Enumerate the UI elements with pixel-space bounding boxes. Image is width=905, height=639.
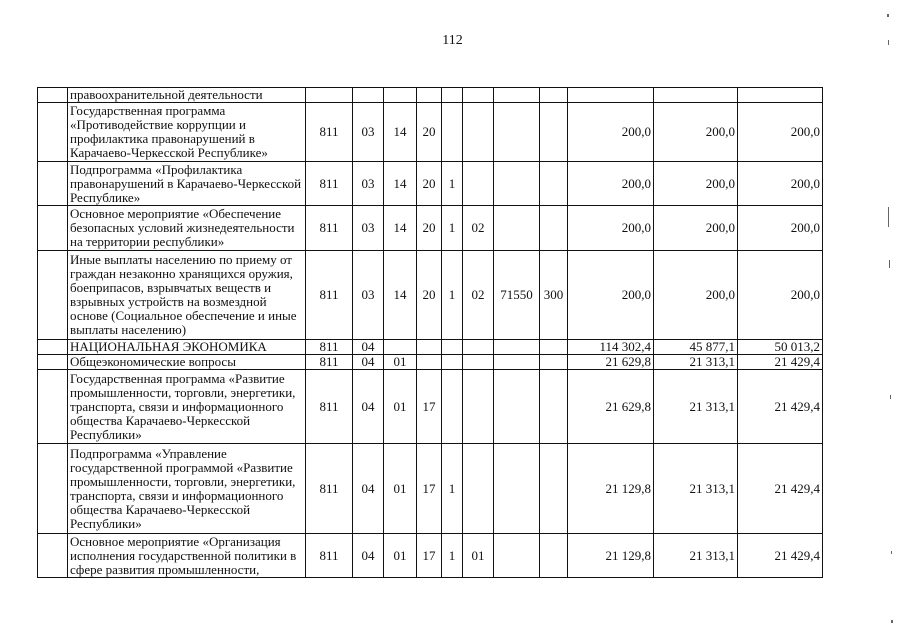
scan-mark	[891, 620, 893, 623]
expense-type-code	[540, 355, 568, 370]
amount-year-1: 200,0	[568, 103, 654, 162]
section-code	[353, 88, 384, 103]
expense-type-code	[540, 340, 568, 355]
event-code	[463, 444, 494, 534]
amount-year-1: 114 302,4	[568, 340, 654, 355]
event-code	[463, 370, 494, 444]
subsection-code: 01	[384, 355, 417, 370]
program-code: 20	[417, 162, 442, 206]
subprogram-code	[442, 370, 463, 444]
amount-year-1: 21 629,8	[568, 370, 654, 444]
amount-year-3: 21 429,4	[738, 370, 823, 444]
admin-code: 811	[306, 355, 353, 370]
amount-year-1: 21 629,8	[568, 355, 654, 370]
program-code	[417, 355, 442, 370]
subprogram-code: 1	[442, 162, 463, 206]
amount-year-3: 200,0	[738, 206, 823, 251]
amount-year-1: 200,0	[568, 251, 654, 340]
amount-year-3	[738, 88, 823, 103]
event-code: 01	[463, 534, 494, 578]
amount-year-2: 21 313,1	[654, 534, 738, 578]
subprogram-code: 1	[442, 534, 463, 578]
amount-year-2: 200,0	[654, 206, 738, 251]
section-code: 04	[353, 534, 384, 578]
amount-year-3: 50 013,2	[738, 340, 823, 355]
expense-type-code	[540, 444, 568, 534]
event-code	[463, 355, 494, 370]
subsection-code: 14	[384, 206, 417, 251]
subsection-code: 01	[384, 444, 417, 534]
table-row	[38, 340, 823, 355]
subsection-code: 01	[384, 534, 417, 578]
table-row	[38, 88, 823, 103]
amount-year-3: 21 429,4	[738, 534, 823, 578]
admin-code: 811	[306, 370, 353, 444]
expense-type-code	[540, 370, 568, 444]
subprogram-code	[442, 355, 463, 370]
subsection-code: 14	[384, 251, 417, 340]
subprogram-code	[442, 340, 463, 355]
amount-year-3: 200,0	[738, 162, 823, 206]
row-name: Основное мероприятие «Обеспечение безопасных условий жизнедеятельности на территории республики»	[68, 206, 306, 251]
row-name: правоохранительной деятельности	[68, 88, 306, 103]
expense-type-code	[540, 534, 568, 578]
event-code	[463, 103, 494, 162]
event-code	[463, 162, 494, 206]
program-code: 17	[417, 534, 442, 578]
row-number-cell	[38, 88, 68, 103]
budget-table	[37, 87, 823, 578]
subprogram-code: 1	[442, 444, 463, 534]
admin-code: 811	[306, 340, 353, 355]
scan-mark	[890, 395, 891, 399]
row-number-cell	[38, 251, 68, 340]
amount-year-2: 21 313,1	[654, 355, 738, 370]
program-code: 20	[417, 206, 442, 251]
expense-type-code	[540, 206, 568, 251]
row-name: Иные выплаты населению по приему от граждан незаконно хранящихся оружия, боеприпасов, взрывчатых веществ и взрывных устройств на возмездной основе (Социальное обеспечение и иные выплаты населению)	[68, 251, 306, 340]
page-number: 112	[442, 33, 463, 48]
table-row	[38, 444, 823, 534]
amount-year-2: 200,0	[654, 251, 738, 340]
program-code: 17	[417, 444, 442, 534]
event-code: 02	[463, 206, 494, 251]
subsection-code: 14	[384, 162, 417, 206]
scan-mark	[888, 207, 889, 227]
direction-code	[494, 534, 540, 578]
row-name: Подпрограмма «Управление государственной программой «Развитие промышленности, торговли, энергетики, транспорта, связи и информационного общества Карачаево-Черкесской Республики»	[68, 444, 306, 534]
subsection-code	[384, 88, 417, 103]
table-row	[38, 355, 823, 370]
direction-code	[494, 206, 540, 251]
event-code	[463, 88, 494, 103]
amount-year-1: 200,0	[568, 162, 654, 206]
amount-year-2: 45 877,1	[654, 340, 738, 355]
program-code: 20	[417, 251, 442, 340]
subsection-code: 01	[384, 370, 417, 444]
subsection-code: 14	[384, 103, 417, 162]
section-code: 04	[353, 355, 384, 370]
admin-code: 811	[306, 534, 353, 578]
subsection-code	[384, 340, 417, 355]
row-name: Подпрограмма «Профилактика правонарушений в Карачаево-Черкесской Республике»	[68, 162, 306, 206]
subprogram-code	[442, 88, 463, 103]
row-name: Государственная программа «Противодействие коррупции и профилактика правонарушений в Карачаево-Черкесской Республике»	[68, 103, 306, 162]
scan-mark	[887, 14, 889, 17]
table-row	[38, 206, 823, 251]
admin-code: 811	[306, 206, 353, 251]
expense-type-code	[540, 103, 568, 162]
program-code	[417, 340, 442, 355]
row-name: Общеэкономические вопросы	[68, 355, 306, 370]
event-code: 02	[463, 251, 494, 340]
program-code: 17	[417, 370, 442, 444]
row-number-cell	[38, 340, 68, 355]
section-code: 03	[353, 251, 384, 340]
admin-code: 811	[306, 162, 353, 206]
row-number-cell	[38, 444, 68, 534]
scan-mark	[889, 260, 890, 268]
amount-year-2: 200,0	[654, 162, 738, 206]
direction-code	[494, 444, 540, 534]
scan-mark	[888, 40, 889, 45]
table-row	[38, 534, 823, 578]
expense-type-code	[540, 88, 568, 103]
expense-type-code	[540, 162, 568, 206]
row-number-cell	[38, 534, 68, 578]
event-code	[463, 340, 494, 355]
subprogram-code: 1	[442, 251, 463, 340]
section-code: 03	[353, 103, 384, 162]
direction-code	[494, 355, 540, 370]
row-number-cell	[38, 103, 68, 162]
table-row	[38, 370, 823, 444]
admin-code	[306, 88, 353, 103]
section-code: 04	[353, 444, 384, 534]
section-code: 04	[353, 340, 384, 355]
row-number-cell	[38, 206, 68, 251]
section-code: 03	[353, 162, 384, 206]
amount-year-1: 21 129,8	[568, 444, 654, 534]
table-body	[38, 88, 823, 578]
direction-code: 71550	[494, 251, 540, 340]
amount-year-3: 200,0	[738, 103, 823, 162]
direction-code	[494, 88, 540, 103]
amount-year-3: 21 429,4	[738, 355, 823, 370]
amount-year-2: 200,0	[654, 103, 738, 162]
amount-year-2: 21 313,1	[654, 444, 738, 534]
direction-code	[494, 340, 540, 355]
section-code: 04	[353, 370, 384, 444]
subprogram-code: 1	[442, 206, 463, 251]
amount-year-2: 21 313,1	[654, 370, 738, 444]
direction-code	[494, 103, 540, 162]
admin-code: 811	[306, 444, 353, 534]
row-name: Государственная программа «Развитие промышленности, торговли, энергетики, транспорта, связи и информационного общества Карачаево-Черкесской Республики»	[68, 370, 306, 444]
amount-year-3: 200,0	[738, 251, 823, 340]
row-name: Основное мероприятие «Организация исполнения государственной политики в сфере развития промышленности,	[68, 534, 306, 578]
subprogram-code	[442, 103, 463, 162]
program-code: 20	[417, 103, 442, 162]
table-row	[38, 162, 823, 206]
amount-year-1: 200,0	[568, 206, 654, 251]
row-number-cell	[38, 370, 68, 444]
program-code	[417, 88, 442, 103]
expense-type-code: 300	[540, 251, 568, 340]
amount-year-1	[568, 88, 654, 103]
row-number-cell	[38, 162, 68, 206]
admin-code: 811	[306, 103, 353, 162]
table-row	[38, 251, 823, 340]
scan-mark	[891, 551, 892, 554]
table-row	[38, 103, 823, 162]
row-name: НАЦИОНАЛЬНАЯ ЭКОНОМИКА	[68, 340, 306, 355]
amount-year-1: 21 129,8	[568, 534, 654, 578]
direction-code	[494, 162, 540, 206]
row-number-cell	[38, 355, 68, 370]
section-code: 03	[353, 206, 384, 251]
amount-year-2	[654, 88, 738, 103]
admin-code: 811	[306, 251, 353, 340]
direction-code	[494, 370, 540, 444]
amount-year-3: 21 429,4	[738, 444, 823, 534]
